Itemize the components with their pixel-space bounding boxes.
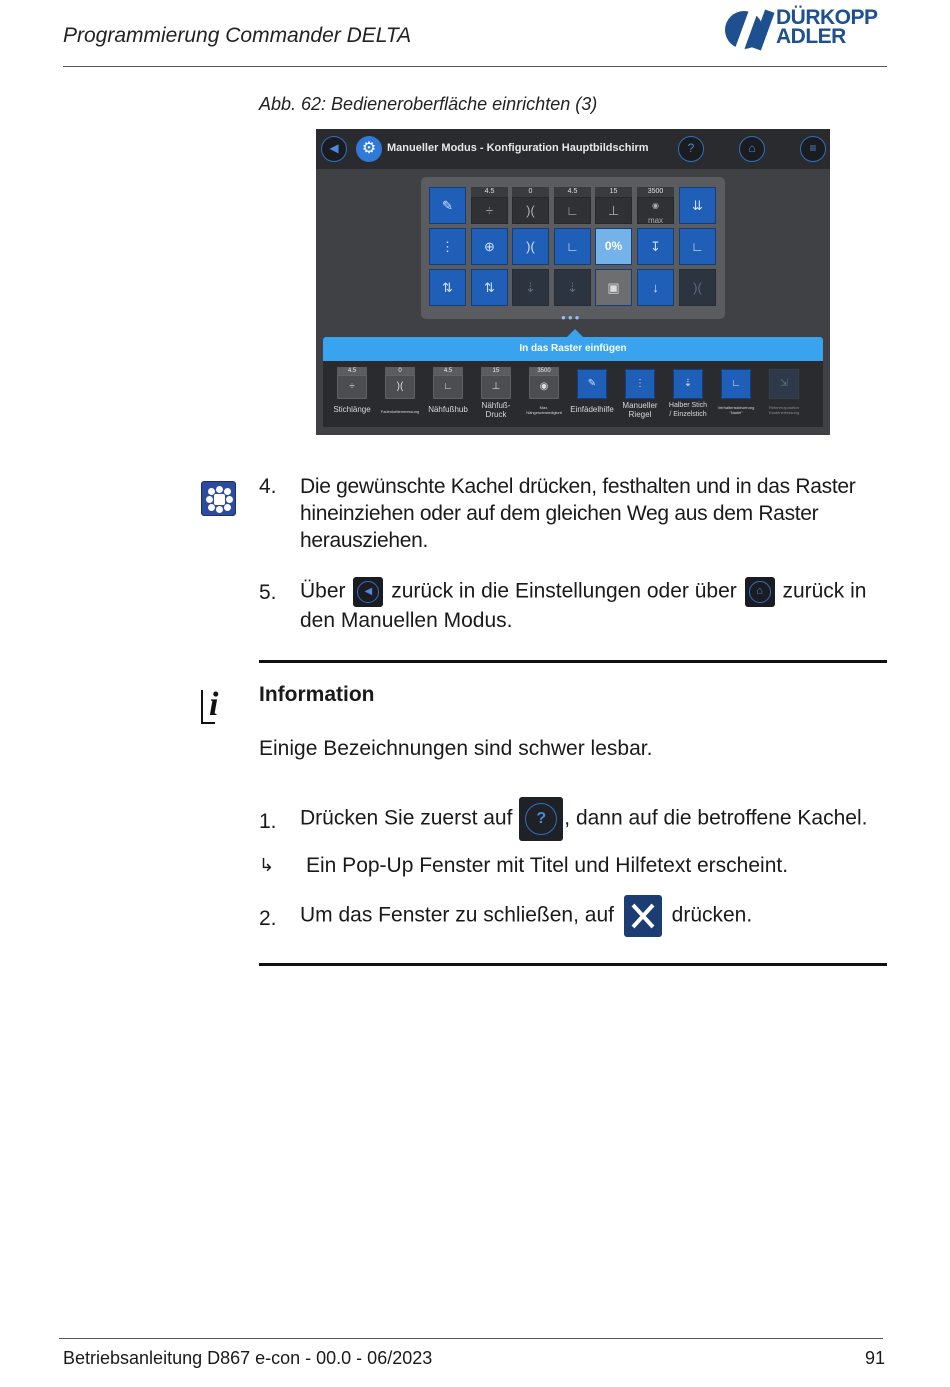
tile-header: 4.5 [554,187,591,197]
menu-icon[interactable]: ≡ [800,136,826,162]
tile-max-speed-icon[interactable]: ◉ max [637,197,674,224]
strip-header: 0 [385,367,415,375]
step-number: 2. [259,907,277,930]
info-icon: i [201,688,235,724]
strip-label: Nähfußhub [428,405,468,414]
strip-tile-chain-icon[interactable]: )( [385,375,415,399]
step-text: Um das Fenster zu schließen, auf drücken. [300,895,890,937]
tile-stitch-length-icon[interactable]: ÷ [471,197,508,224]
tile-needle-pos-icon[interactable]: ↧ [637,228,674,265]
strip-tile-stitch-length-icon[interactable]: ÷ [337,375,367,399]
back-button-icon: ◀ [353,577,383,607]
tile-stitch-count-icon[interactable]: ⊕ [471,228,508,265]
result-text: Ein Pop-Up Fenster mit Titel und Hilfetext erscheint. [306,854,789,877]
tile-header: 4.5 [471,187,508,197]
tile-seam2-icon[interactable]: ⇅ [471,269,508,306]
strip-label: Verhaltenssteuerung "Nadel" [717,405,755,415]
gear-icon: ⚙ [356,136,382,162]
strip-tile-threading-icon[interactable]: ✎ [577,369,607,399]
tile-header: 0 [512,187,549,197]
result-arrow-icon: ↳ [259,855,275,875]
tile-machine-icon[interactable]: ▣ [595,269,632,306]
strip-label: Manueller Riegel [622,401,658,419]
help-button-icon: ? [519,797,563,841]
strip-label: Einfädelhilfe [570,405,614,414]
info-top-rule [259,660,887,663]
info-heading: Information [259,683,375,706]
strip-tile-needle-behaviour-icon[interactable]: ∟ [721,369,751,399]
step-number: 1. [259,810,277,833]
header-rule [63,66,887,67]
strip-label: Referenzposition Kantenerfassung [768,405,800,415]
page-number: 91 [864,1348,885,1368]
tile-strip [323,361,823,427]
close-icon [624,895,662,937]
strip-tile-max-speed-icon[interactable]: ◉ [529,375,559,399]
tile-foot-lift-icon[interactable]: ∟ [554,197,591,224]
strip-tile-half-stitch-icon[interactable]: ⇣ [673,369,703,399]
strip-tile-bartack-icon[interactable]: ⋮ [625,369,655,399]
logo-text: DÜRKOPP ADLER [776,6,878,48]
strip-label: Max. Nähgeschwindigkeit [526,405,562,415]
tile-seam-icon[interactable]: ⇅ [429,269,466,306]
tile-header: 15 [595,187,632,197]
tile-empty-icon[interactable]: ⇣ [554,269,591,306]
tile-needle-stop-icon[interactable]: ↓ [637,269,674,306]
tile-foot-pressure-icon[interactable]: ⊥ [595,197,632,224]
strip-header: 3500 [529,367,559,375]
page-dots: ●●● [561,313,582,322]
info-paragraph: Einige Bezeichnungen sind schwer lesbar. [259,737,653,760]
tile-needle-icon[interactable]: ⇊ [679,187,716,224]
home-icon[interactable]: ⌂ [739,136,765,162]
tile-foot-icon[interactable]: ∟ [679,228,716,265]
screen-title: Manueller Modus - Konfiguration Hauptbildschirm [387,142,649,154]
tile-chain-icon[interactable]: )( [679,269,716,306]
strip-label: Nähfuß- Druck [481,401,511,419]
strip-label: Stichlänge [333,405,371,414]
strip-header: 4.5 [433,367,463,375]
step-text: Die gewünschte Kachel drücken, festhalten und in das Raster hineinziehen oder auf dem gleichen Weg aus dem Raster herausziehen. [300,475,856,552]
step-number: 4. [259,475,277,498]
tile-percent[interactable]: 0% [595,228,632,265]
logo-mark-icon [722,8,776,52]
tile-lift-icon[interactable]: ∟ [554,228,591,265]
strip-tile-edge-reference-icon[interactable]: ⇲ [769,369,799,399]
insert-banner: In das Raster einfügen [323,337,823,361]
figure-caption: Abb. 62: Bedieneroberfläche einrichten (3) [259,94,598,114]
durkopp-adler-logo [722,8,892,52]
tile-bartack-icon[interactable]: ⋮ [429,228,466,265]
tile-chain-cut-icon[interactable]: )( [512,228,549,265]
ui-screenshot [316,129,830,435]
tile-empty-icon[interactable]: ⇣ [512,269,549,306]
help-icon[interactable]: ? [678,136,704,162]
tile-header: 3500 [637,187,674,197]
back-arrow-icon[interactable]: ◀ [321,136,347,162]
footer-document-title: Betriebsanleitung D867 e-con - 00.0 - 06/2023 [63,1348,433,1368]
strip-header: 4.5 [337,367,367,375]
home-button-icon: ⌂ [745,577,775,607]
strip-tile-foot-pressure-icon[interactable]: ⊥ [481,375,511,399]
tile-threading-icon[interactable]: ✎ [429,187,466,224]
info-bottom-rule [259,963,887,966]
strip-label: Halber Stich / Einzelstich [668,402,708,418]
step-text: Drücken Sie zuerst auf ? , dann auf die betroffene Kachel. [300,797,890,841]
banner-notch [567,329,583,337]
step-number: 5. [259,581,277,604]
screen-topbar [316,129,830,169]
tile-grid [421,177,725,319]
strip-label: Fadenkettenmessung [380,409,420,414]
tile-thread-chain-icon[interactable]: )( [512,197,549,224]
footer-rule [59,1338,883,1339]
tile-grid-icon [201,481,236,516]
page-header-title: Programmierung Commander DELTA [63,24,412,47]
step-text: Über ◀ zurück in die Einstellungen oder über ⌂ zurück in den Manuellen Modus. [300,577,890,634]
strip-header: 15 [481,367,511,375]
strip-tile-foot-lift-icon[interactable]: ∟ [433,375,463,399]
